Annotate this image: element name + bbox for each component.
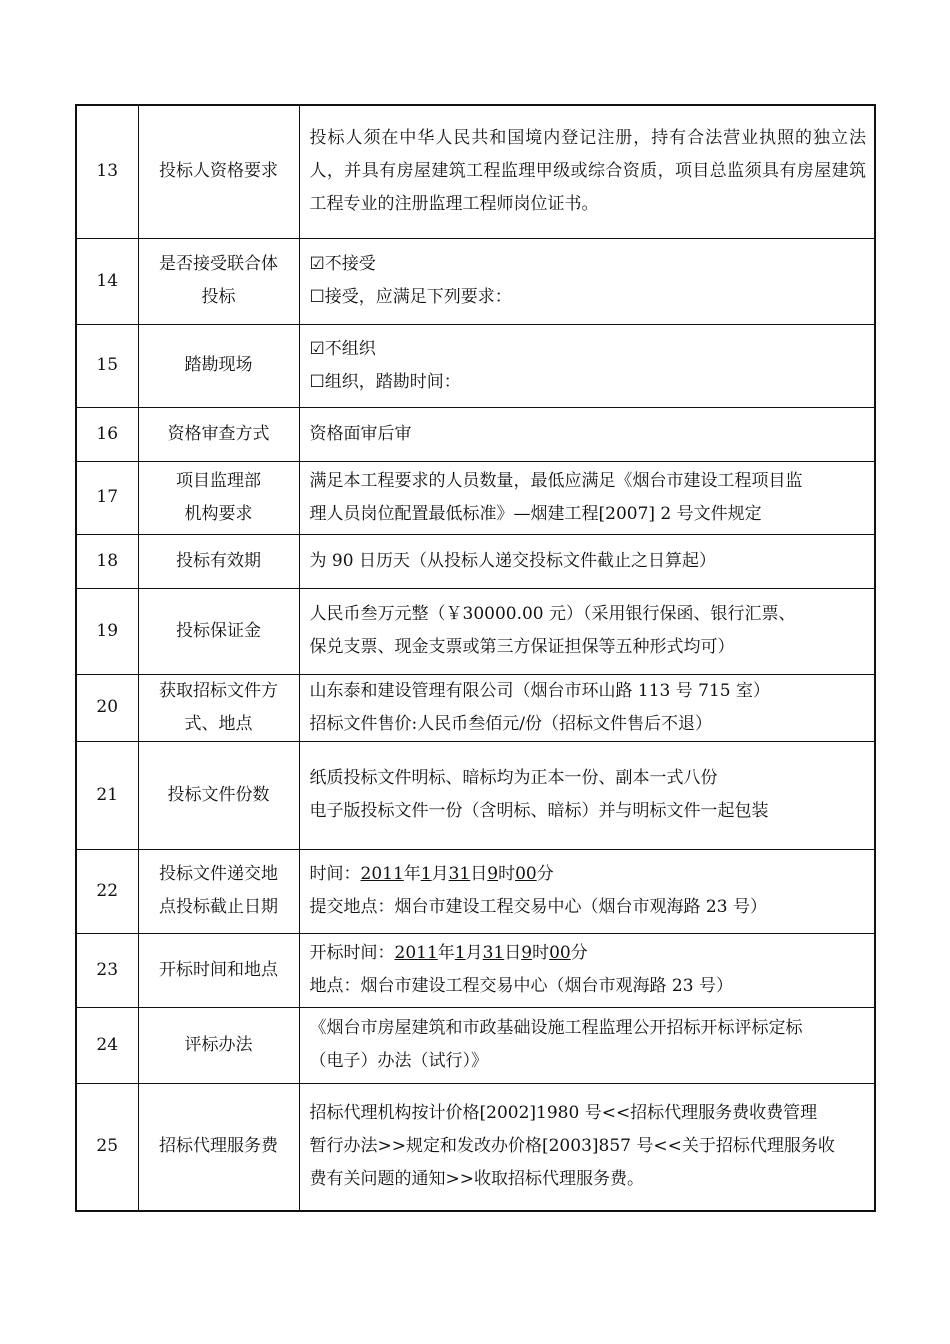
time-unit: 月 [431, 864, 449, 884]
row-item [138, 534, 299, 588]
row-content [299, 407, 875, 461]
row-content [299, 933, 875, 1007]
row-content [299, 674, 875, 741]
unchecked-option: ☐接受，应满足下列要求： [309, 287, 512, 307]
content-line: 保兑支票、现金支票或第三方保证担保等五种形式均可） [309, 637, 735, 657]
row-item [138, 105, 299, 238]
item-label: 踏勘现场 [184, 355, 253, 375]
row-content [299, 1083, 875, 1211]
content-line: 电子版投标文件一份（含明标、暗标）并与明标文件一起包装 [309, 801, 769, 821]
row-number: 22 [76, 849, 138, 933]
row-number: 21 [76, 741, 138, 849]
time-day: 31 [448, 864, 471, 884]
row-number: 17 [76, 461, 138, 534]
time-unit: 分 [536, 864, 554, 884]
item-label: 机构要求 [184, 503, 253, 524]
content-line: 山东泰和建设管理有限公司（烟台市环山路 113 号 715 室） [309, 680, 771, 701]
time-prefix: 开标时间： [309, 943, 395, 963]
row-content [299, 849, 875, 933]
row-content [299, 324, 875, 407]
deadline-time [310, 858, 867, 891]
item-label: 式、地点 [184, 713, 253, 734]
item-label: 是否接受联合体 [159, 254, 278, 274]
content-line: 费有关问题的通知>>收取招标代理服务费。 [309, 1169, 644, 1190]
content-line: 招标文件售价:人民币叁佰元/份（招标文件售后不退） [309, 713, 712, 734]
row-content [299, 461, 875, 534]
content-line: 人民币叁万元整（￥30000.00 元）（采用银行保函、银行汇票、 [309, 604, 796, 624]
content-line: 招标代理机构按计价格[2002]1980 号<<招标代理服务费收费管理 [309, 1103, 818, 1124]
time-hour: 9 [521, 943, 533, 963]
content-line: 满足本工程要求的人员数量，最低应满足《烟台市建设工程项目监 [309, 470, 803, 491]
table-row [76, 588, 875, 674]
row-item [138, 461, 299, 534]
row-number: 13 [76, 105, 138, 238]
content-line: 提交地点：烟台市建设工程交易中心（烟台市观海路 23 号） [309, 897, 767, 917]
row-item [138, 1007, 299, 1083]
time-hour: 9 [487, 864, 499, 884]
time-unit: 月 [465, 943, 483, 963]
row-item [138, 588, 299, 674]
row-content [299, 105, 875, 238]
row-number: 14 [76, 238, 138, 324]
time-unit: 日 [504, 943, 522, 963]
time-unit: 时 [532, 943, 550, 963]
time-month: 1 [454, 943, 466, 963]
time-year: 2011 [360, 864, 404, 884]
table-row [76, 324, 875, 407]
item-label: 开标时间和地点 [159, 959, 278, 980]
row-number: 16 [76, 407, 138, 461]
time-month: 1 [420, 864, 432, 884]
row-number: 19 [76, 588, 138, 674]
table-row [76, 849, 875, 933]
table-row [76, 933, 875, 1007]
time-unit: 分 [570, 943, 588, 963]
table-row [76, 1007, 875, 1083]
table-row [76, 461, 875, 534]
opening-time [310, 937, 867, 970]
time-unit: 时 [498, 864, 516, 884]
row-item [138, 324, 299, 407]
table-row [76, 1083, 875, 1211]
row-item [138, 407, 299, 461]
row-number: 20 [76, 674, 138, 741]
content-line: 纸质投标文件明标、暗标均为正本一份、副本一式八份 [309, 768, 718, 788]
time-minute: 00 [515, 864, 537, 884]
checked-option: ☑不组织 [309, 338, 376, 359]
item-label: 资格审查方式 [167, 423, 270, 444]
unchecked-option: ☐组织，踏勘时间： [309, 371, 461, 392]
item-label: 投标文件份数 [167, 784, 270, 805]
content-line: 为 90 日历天（从投标人递交投标文件截止之日算起） [309, 550, 716, 571]
row-number: 25 [76, 1083, 138, 1211]
table-row [76, 407, 875, 461]
content-line: 暂行办法>>规定和发改办价格[2003]857 号<<关于招标代理服务收 [309, 1136, 835, 1157]
item-label: 点投标截止日期 [159, 897, 278, 917]
row-number: 24 [76, 1007, 138, 1083]
content-line: 资格面审后审 [309, 423, 412, 444]
content-line: 《烟台市房屋建筑和市政基础设施工程监理公开招标开标评标定标 [309, 1018, 803, 1038]
row-content [299, 238, 875, 324]
row-item [138, 1083, 299, 1211]
row-number: 18 [76, 534, 138, 588]
item-label: 投标有效期 [176, 550, 261, 571]
checked-option: ☑不接受 [309, 254, 376, 274]
table-row [76, 674, 875, 741]
row-content [299, 1007, 875, 1083]
row-content [299, 741, 875, 849]
time-unit: 年 [437, 943, 455, 963]
item-label: 招标代理服务费 [159, 1136, 278, 1157]
time-day: 31 [482, 943, 505, 963]
time-prefix: 时间： [309, 864, 361, 884]
row-content [299, 588, 875, 674]
bid-info-table [75, 104, 876, 1212]
content-line: （电子）办法（试行）》 [309, 1051, 488, 1071]
item-label: 投标 [201, 287, 236, 307]
table-row [76, 105, 875, 238]
item-label: 投标文件递交地 [159, 864, 278, 884]
row-content [299, 534, 875, 588]
table-row [76, 534, 875, 588]
time-unit: 日 [470, 864, 488, 884]
content-line: 地点：烟台市建设工程交易中心（烟台市观海路 23 号） [309, 976, 733, 996]
item-label: 投标保证金 [176, 620, 261, 641]
time-year: 2011 [394, 943, 438, 963]
item-label: 项目监理部 [176, 470, 261, 491]
item-label: 评标办法 [184, 1034, 253, 1055]
row-item [138, 238, 299, 324]
row-number: 15 [76, 324, 138, 407]
content-text: 投标人须在中华人民共和国境内登记注册，持有合法营业执照的独立法人，并具有房屋建筑工程监理甲级或综合资质，项目总监须具有房屋建筑工程专业的注册监理工程师岗位证书。 [309, 128, 866, 215]
item-label: 获取招标文件方 [159, 680, 278, 701]
item-label: 投标人资格要求 [159, 161, 278, 182]
content-line: 理人员岗位配置最低标准》—烟建工程[2007] 2 号文件规定 [309, 503, 762, 524]
time-unit: 年 [403, 864, 421, 884]
row-number: 23 [76, 933, 138, 1007]
row-item [138, 741, 299, 849]
time-minute: 00 [549, 943, 571, 963]
table-row [76, 238, 875, 324]
row-item [138, 674, 299, 741]
row-item [138, 849, 299, 933]
table-row [76, 741, 875, 849]
row-item [138, 933, 299, 1007]
